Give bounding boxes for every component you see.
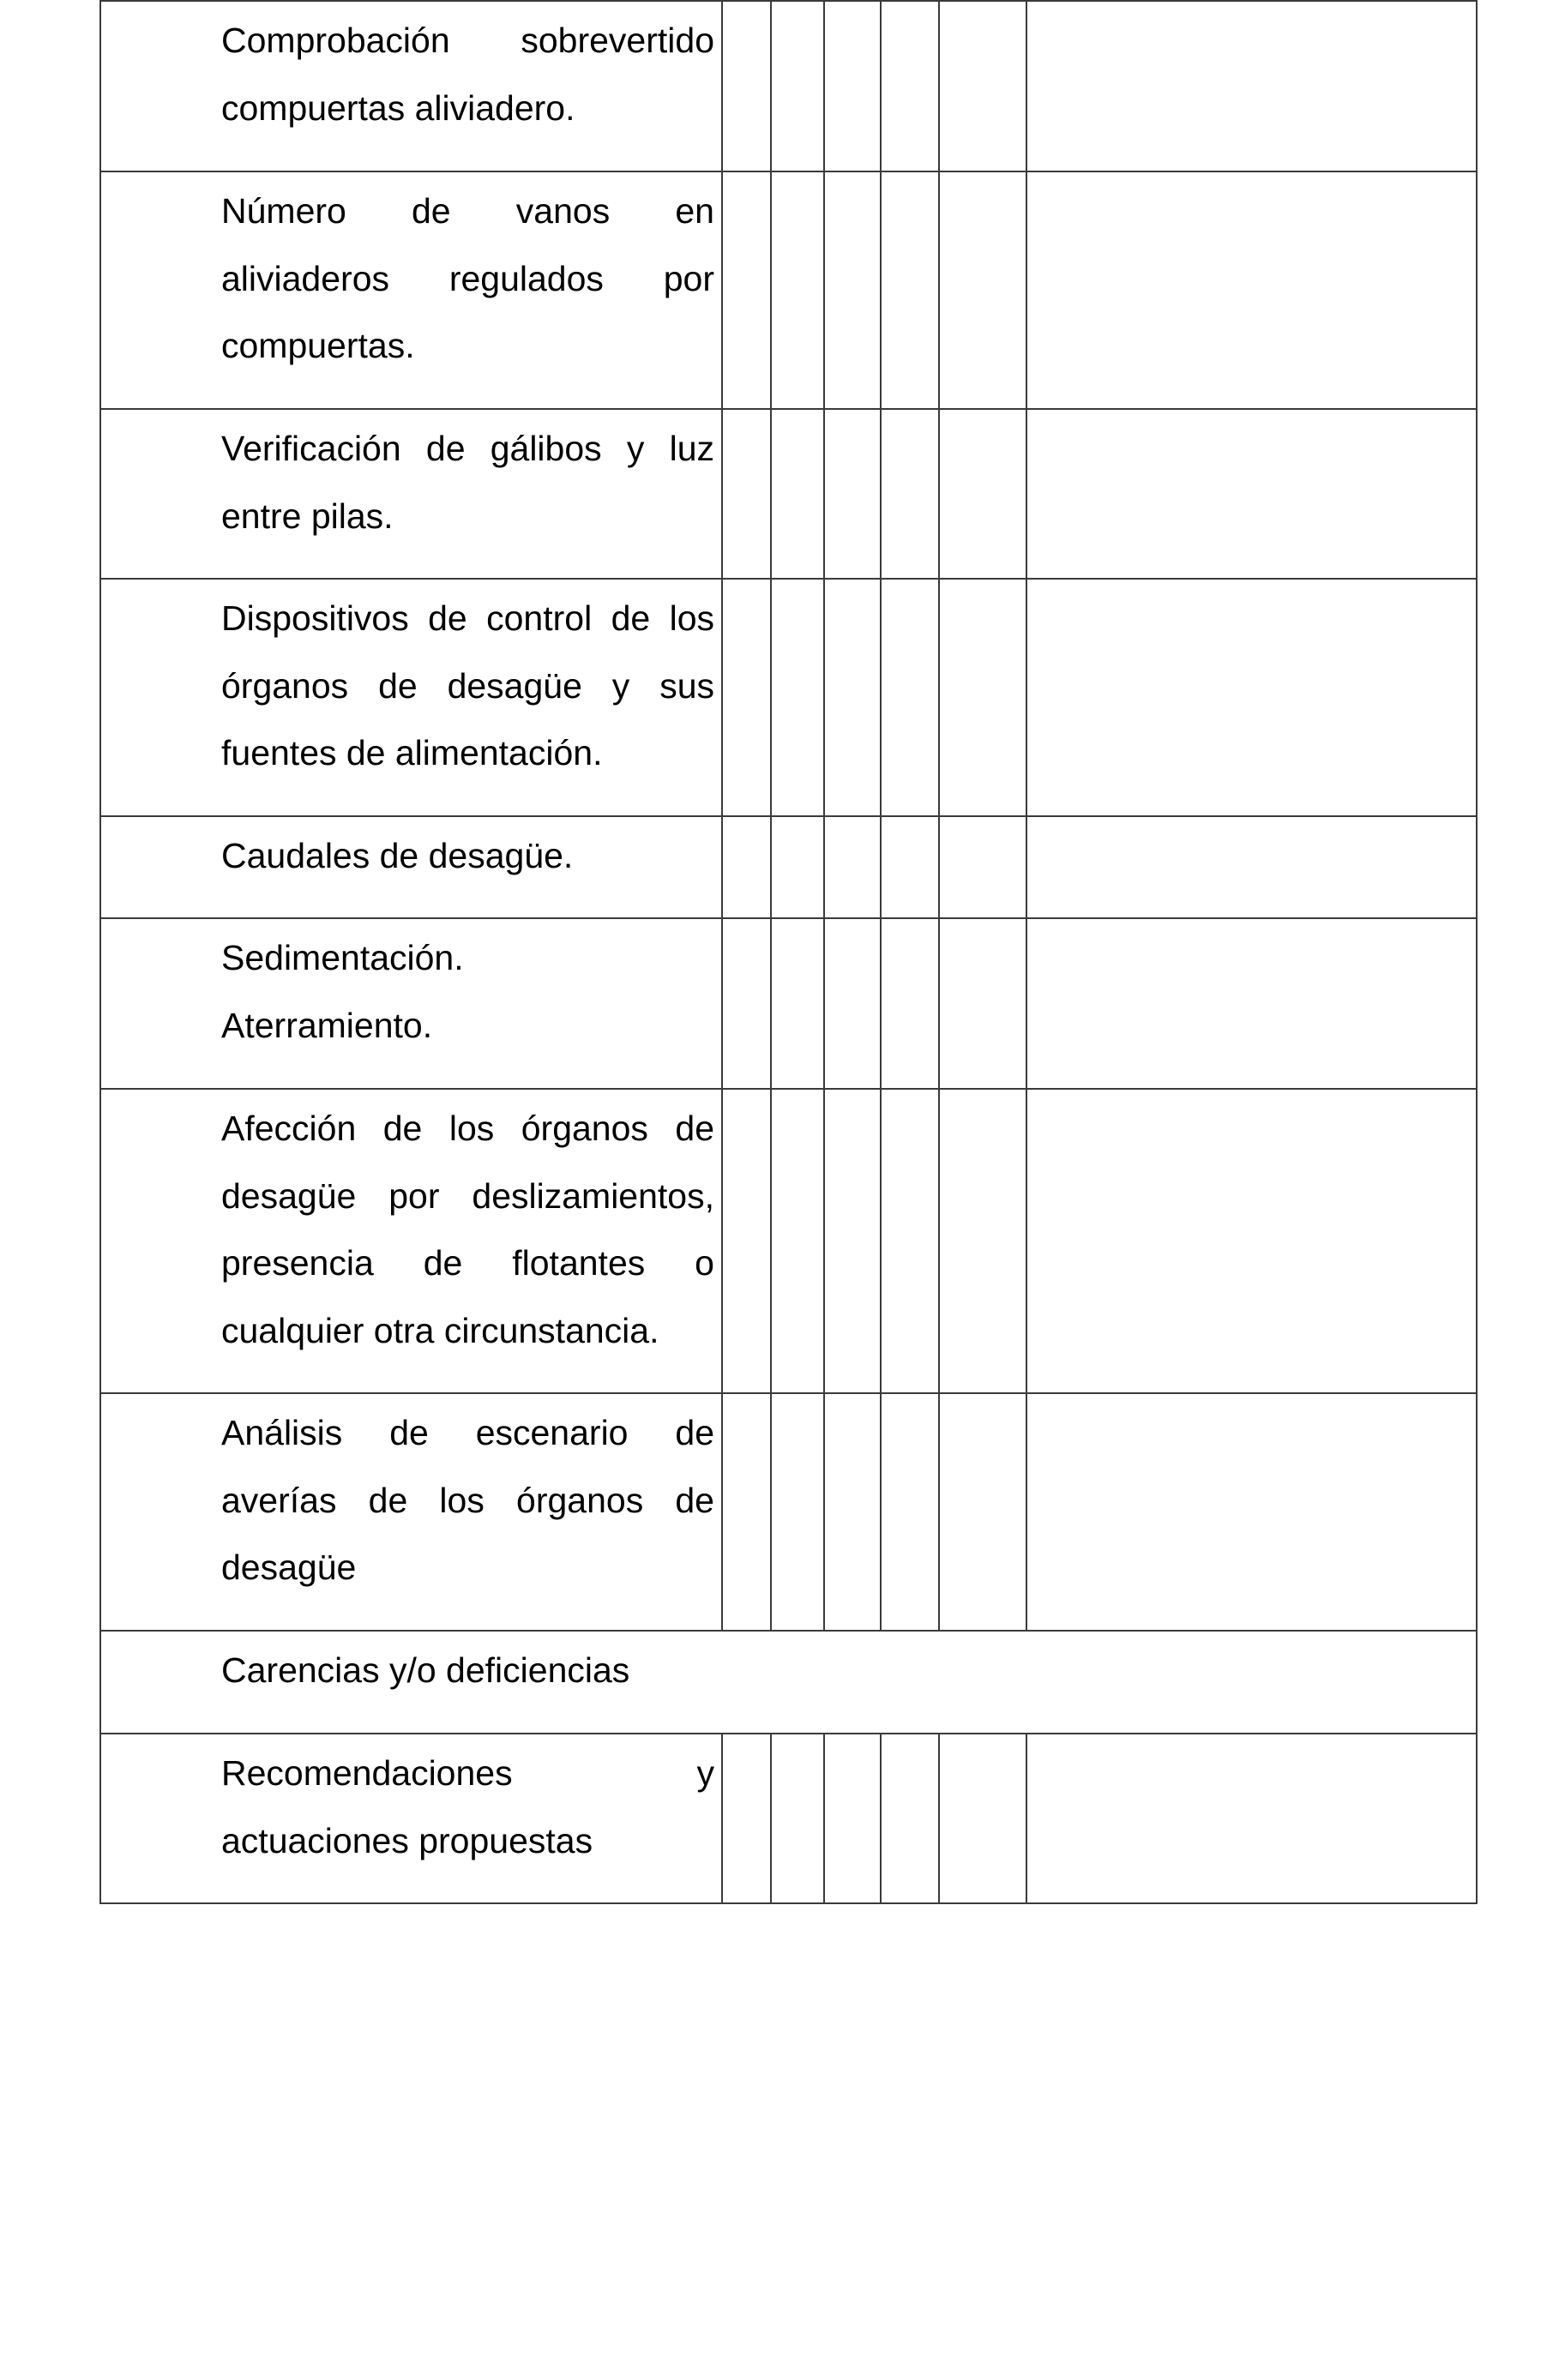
- check-cell: [881, 1734, 939, 1903]
- inspection-checklist-table: [99, 0, 1478, 1904]
- check-cell: [881, 171, 939, 409]
- table-row: [100, 918, 1477, 1089]
- observations-cell: [1026, 579, 1477, 816]
- table-row: [100, 1, 1477, 171]
- observations-cell: [1026, 171, 1477, 409]
- observations-cell: [1026, 816, 1477, 918]
- check-cell: [771, 1089, 824, 1393]
- table-row: [100, 1089, 1477, 1393]
- check-cell: [722, 1089, 771, 1393]
- item-label: Caudales de desagüe.: [100, 816, 722, 918]
- check-cell: [722, 409, 771, 579]
- check-cell: [881, 1089, 939, 1393]
- table-row: [100, 1393, 1477, 1631]
- observations-cell: [1026, 1089, 1477, 1393]
- check-cell: [881, 1393, 939, 1631]
- item-label: [100, 918, 722, 1089]
- check-cell: [939, 409, 1026, 579]
- item-label: Comprobación sobrevertido compuertas aliviadero.: [100, 1, 722, 171]
- item-label: Afección de los órganos de desagüe por deslizamientos, presencia de flotantes o cualquier otra circunstancia.: [100, 1089, 722, 1393]
- observations-cell: [1026, 1393, 1477, 1631]
- check-cell: [881, 579, 939, 816]
- check-cell: [824, 1734, 881, 1903]
- check-cell: [939, 1393, 1026, 1631]
- check-cell: [771, 918, 824, 1089]
- section-heading: Carencias y/o deficiencias: [100, 1631, 1477, 1734]
- observations-cell: [1026, 1, 1477, 171]
- check-cell: [771, 579, 824, 816]
- check-cell: [722, 918, 771, 1089]
- check-cell: [771, 409, 824, 579]
- check-cell: [881, 409, 939, 579]
- item-label: Dispositivos de control de los órganos de desagüe y sus fuentes de alimentación.: [100, 579, 722, 816]
- observations-cell: [1026, 1734, 1477, 1903]
- item-label: Recomendaciones y actuaciones propuestas: [100, 1734, 722, 1903]
- check-cell: [824, 1393, 881, 1631]
- check-cell: [722, 171, 771, 409]
- check-cell: [881, 816, 939, 918]
- observations-cell: [1026, 409, 1477, 579]
- table-row: [100, 1734, 1477, 1903]
- check-cell: [824, 1, 881, 171]
- table-row: [100, 171, 1477, 409]
- item-label: Número de vanos en aliviaderos regulados por compuertas.: [100, 171, 722, 409]
- check-cell: [824, 171, 881, 409]
- check-cell: [939, 579, 1026, 816]
- check-cell: [939, 918, 1026, 1089]
- check-cell: [722, 579, 771, 816]
- check-cell: [771, 816, 824, 918]
- check-cell: [722, 816, 771, 918]
- item-label: Análisis de escenario de averías de los órganos de desagüe: [100, 1393, 722, 1631]
- check-cell: [824, 918, 881, 1089]
- table-row: [100, 816, 1477, 918]
- check-cell: [824, 1089, 881, 1393]
- check-cell: [722, 1734, 771, 1903]
- check-cell: [722, 1, 771, 171]
- check-cell: [771, 1, 824, 171]
- check-cell: [939, 1089, 1026, 1393]
- table-row: [100, 1631, 1477, 1734]
- check-cell: [824, 579, 881, 816]
- check-cell: [722, 1393, 771, 1631]
- check-cell: [939, 816, 1026, 918]
- item-label-line: Sedimentación.: [221, 938, 464, 977]
- check-cell: [939, 1, 1026, 171]
- observations-cell: [1026, 918, 1477, 1089]
- item-label: Verificación de gálibos y luz entre pilas.: [100, 409, 722, 579]
- check-cell: [881, 1, 939, 171]
- check-cell: [824, 816, 881, 918]
- check-cell: [824, 409, 881, 579]
- check-cell: [881, 918, 939, 1089]
- check-cell: [939, 1734, 1026, 1903]
- check-cell: [939, 171, 1026, 409]
- check-cell: [771, 1734, 824, 1903]
- table-row: [100, 579, 1477, 816]
- check-cell: [771, 171, 824, 409]
- check-cell: [771, 1393, 824, 1631]
- item-label-line: Aterramiento.: [221, 1005, 433, 1045]
- table-row: [100, 409, 1477, 579]
